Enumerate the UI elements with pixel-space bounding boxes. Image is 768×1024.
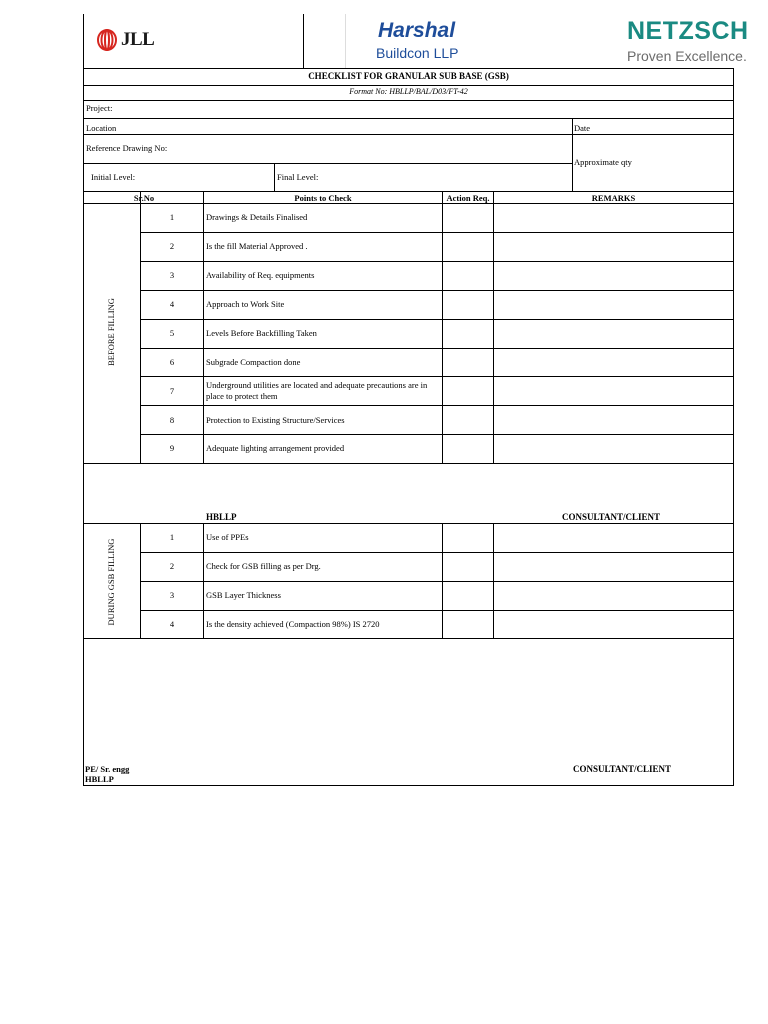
netzsch-logo: NETZSCH bbox=[627, 17, 749, 45]
jll-logo bbox=[96, 29, 154, 51]
row-number: 4 bbox=[169, 299, 175, 309]
reference-drawing-label: Reference Drawing No: bbox=[86, 143, 168, 153]
date-label: Date bbox=[574, 123, 591, 133]
initial-level-label: Initial Level: bbox=[91, 172, 136, 182]
hbllp-footer-label: HBLLP bbox=[85, 774, 114, 784]
row-point: Subgrade Compaction done bbox=[206, 357, 301, 367]
row-point: Drawings & Details Finalised bbox=[206, 212, 308, 222]
row-point: Underground utilities are located and adequate precautions are in bbox=[206, 380, 428, 390]
pe-sr-engg-signature: PE/ Sr. engg bbox=[85, 764, 130, 774]
netzsch-tagline: Proven Excellence. bbox=[627, 48, 747, 64]
project-label: Project: bbox=[86, 103, 113, 113]
row-point: Adequate lighting arrangement provided bbox=[206, 443, 345, 453]
row-number: 1 bbox=[169, 212, 175, 222]
row-point: GSB Layer Thickness bbox=[206, 590, 281, 600]
hbllp-signature: HBLLP bbox=[206, 512, 237, 522]
row-point: Check for GSB filling as per Drg. bbox=[206, 561, 321, 571]
row-point: Approach to Work Site bbox=[206, 299, 285, 309]
row-point: Availability of Req. equipments bbox=[206, 270, 315, 280]
harshal-logo-line2: Buildcon LLP bbox=[376, 45, 459, 61]
row-number: 3 bbox=[169, 590, 175, 600]
row-number: 9 bbox=[169, 443, 175, 453]
col-action: Action Req. bbox=[446, 193, 490, 203]
consultant-client-signature: CONSULTANT/CLIENT bbox=[562, 512, 661, 522]
before-filling-label: BEFORE FILLING bbox=[106, 298, 116, 366]
row-number: 2 bbox=[169, 561, 175, 571]
row-point: Is the fill Material Approved . bbox=[206, 241, 308, 251]
format-number: Format No: HBLLP/BAL/D03/FT-42 bbox=[349, 87, 468, 96]
header-divider bbox=[303, 14, 304, 68]
col-remarks: REMARKS bbox=[591, 193, 636, 203]
harshal-logo-line1: Harshal bbox=[378, 19, 456, 42]
jll-swirl-icon bbox=[96, 29, 118, 51]
row-number: 7 bbox=[169, 386, 175, 396]
row-number: 1 bbox=[169, 532, 175, 542]
row-number: 3 bbox=[169, 270, 175, 280]
final-level-label: Final Level: bbox=[277, 172, 319, 182]
header-divider-faint bbox=[345, 14, 346, 68]
row-number: 5 bbox=[169, 328, 175, 338]
approximate-qty-label: Approximate qty bbox=[574, 157, 632, 167]
col-srno: Sr.No bbox=[133, 193, 155, 203]
row-point: Use of PPEs bbox=[206, 532, 249, 542]
row-number: 2 bbox=[169, 241, 175, 251]
row-number: 8 bbox=[169, 415, 175, 425]
during-gsb-filling-label: DURING GSB FILLING bbox=[106, 538, 116, 626]
jll-logo-text: JLL bbox=[121, 29, 155, 50]
row-point: Is the density achieved (Compaction 98%) IS 2720 bbox=[206, 619, 380, 629]
row-number: 6 bbox=[169, 357, 175, 367]
row-point: Levels Before Backfilling Taken bbox=[206, 328, 317, 338]
row-point-continued: place to protect them bbox=[206, 391, 278, 401]
consultant-client-footer-signature: CONSULTANT/CLIENT bbox=[573, 764, 672, 774]
row-point: Protection to Existing Structure/Services bbox=[206, 415, 345, 425]
row-number: 4 bbox=[169, 619, 175, 629]
form-title: CHECKLIST FOR GRANULAR SUB BASE (GSB) bbox=[308, 71, 509, 81]
col-points: Points to Check bbox=[294, 193, 352, 203]
location-label: Location bbox=[86, 123, 117, 133]
